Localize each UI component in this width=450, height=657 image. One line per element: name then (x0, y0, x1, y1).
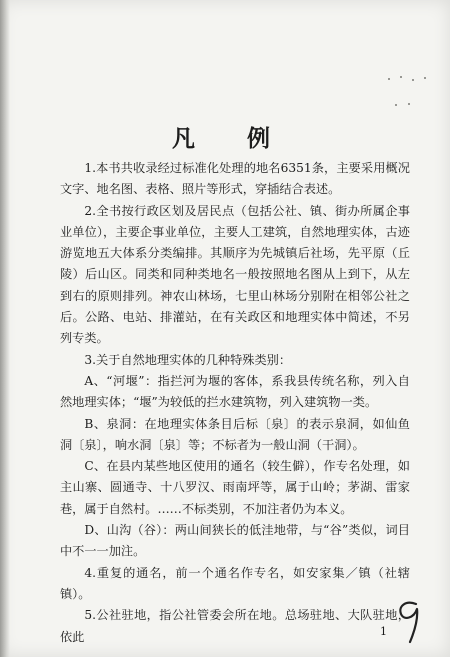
paragraph: 5.公社驻地，指公社管委会所在地。总场驻地、大队驻地，依此 (60, 608, 410, 644)
scan-speck (395, 104, 397, 106)
paragraph: 1.本书共收录经过标准化处理的地名6351条，主要采用概况文字、地名图、表格、照片等形式，穿插结合表述。 (60, 161, 410, 197)
paragraph: 4.重复的通名，前一个通名作专名，如安家集／镇（社辖镇）。 (60, 565, 410, 601)
page-number: 1 (380, 625, 387, 638)
paragraph: C、在县内某些地区使用的通名（较生僻），作专名处理，如主山寨、圆通寺、十八罗汉、雨南坪等，属于山岭；茅湖、雷家巷，属于自然村。……不标类别，不加注者仍为本义。 (60, 459, 410, 516)
scan-speck (400, 76, 402, 78)
paragraph: B、泉洞：在地理实体条目后标〔泉〕的表示泉洞，如仙鱼洞〔泉〕，响水洞〔泉〕等；不标者为一般山洞（干洞）。 (60, 416, 410, 452)
paragraph: 3.关于自然地理实体的几种特殊类别： (84, 352, 292, 367)
paragraph: A、“河堰”：指拦河为堰的客体，系我县传统名称，列入自然地理实体；“堰”为较低的拦水建筑物，列入建筑物一类。 (60, 373, 410, 410)
paragraph: 2.全书按行政区划及居民点（包括公社、镇、街办所属企事业单位），主要企事业单位，主要人工建筑，自然地理实体，古迹游览地五大体系分类编排。其顺序为先城镇后社场，先平原（丘陵）后山区。同类和同种类地名一般按照地名图从上到下，从左到右的原则排列。神农山林场，七里山林场分别附在相邻公社之后。公路、电站、排灌站，在有关政区和地理实体中简述，不另列专类。 (60, 203, 410, 346)
scan-binding-shadow (0, 0, 10, 657)
scan-speck (408, 103, 410, 105)
scan-speck (412, 79, 414, 81)
scan-speck (424, 77, 426, 79)
page-title: 凡 例 (171, 125, 292, 152)
scan-speck (388, 78, 390, 80)
document-body (60, 158, 410, 648)
handwritten-number-mark (392, 596, 424, 646)
paragraph: D、山沟（谷）：两山间狭长的低洼地带，与“谷”类似，词目中不一一加注。 (60, 523, 410, 559)
